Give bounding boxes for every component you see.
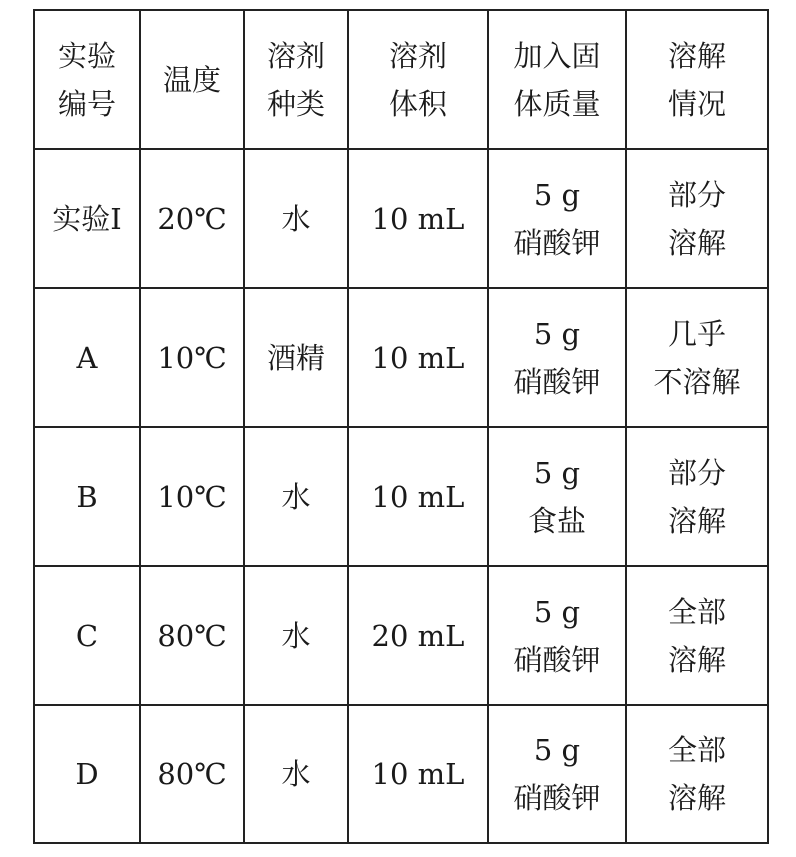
cell-temperature: 10℃ bbox=[140, 288, 244, 427]
cell-experiment-number: C bbox=[34, 566, 140, 705]
cell-dissolution: 全部 溶解 bbox=[626, 705, 768, 843]
cell-experiment-number: B bbox=[34, 427, 140, 566]
header-experiment-number: 实验 编号 bbox=[34, 10, 140, 149]
cell-solvent-volume: 10 mL bbox=[348, 149, 488, 288]
experiment-table bbox=[33, 9, 769, 844]
cell-dissolution: 全部 溶解 bbox=[626, 566, 768, 705]
cell-solvent-type: 水 bbox=[244, 705, 348, 843]
header-solid-mass: 加入固 体质量 bbox=[488, 10, 626, 149]
cell-temperature: 80℃ bbox=[140, 705, 244, 843]
header-dissolution: 溶解 情况 bbox=[626, 10, 768, 149]
cell-temperature: 20℃ bbox=[140, 149, 244, 288]
cell-solid-mass: 5 g 硝酸钾 bbox=[488, 288, 626, 427]
cell-solvent-type: 酒精 bbox=[244, 288, 348, 427]
cell-experiment-number: D bbox=[34, 705, 140, 843]
table-header-row bbox=[34, 10, 768, 149]
cell-solid-mass: 5 g 硝酸钾 bbox=[488, 149, 626, 288]
experiment-table-container bbox=[33, 9, 769, 844]
table-row bbox=[34, 566, 768, 705]
cell-solid-mass: 5 g 食盐 bbox=[488, 427, 626, 566]
cell-solvent-type: 水 bbox=[244, 566, 348, 705]
table-row bbox=[34, 705, 768, 843]
cell-temperature: 10℃ bbox=[140, 427, 244, 566]
cell-solvent-volume: 10 mL bbox=[348, 705, 488, 843]
header-solvent-volume: 溶剂 体积 bbox=[348, 10, 488, 149]
table-row bbox=[34, 149, 768, 288]
cell-solid-mass: 5 g 硝酸钾 bbox=[488, 566, 626, 705]
cell-dissolution: 部分 溶解 bbox=[626, 427, 768, 566]
cell-solvent-volume: 10 mL bbox=[348, 288, 488, 427]
cell-experiment-number: 实验Ⅰ bbox=[34, 149, 140, 288]
cell-temperature: 80℃ bbox=[140, 566, 244, 705]
table-row bbox=[34, 427, 768, 566]
cell-dissolution: 部分 溶解 bbox=[626, 149, 768, 288]
cell-solvent-type: 水 bbox=[244, 427, 348, 566]
header-solvent-type: 溶剂 种类 bbox=[244, 10, 348, 149]
cell-solvent-type: 水 bbox=[244, 149, 348, 288]
cell-solvent-volume: 20 mL bbox=[348, 566, 488, 705]
cell-solid-mass: 5 g 硝酸钾 bbox=[488, 705, 626, 843]
cell-experiment-number: A bbox=[34, 288, 140, 427]
table-row bbox=[34, 288, 768, 427]
header-temperature: 温度 bbox=[140, 10, 244, 149]
cell-solvent-volume: 10 mL bbox=[348, 427, 488, 566]
cell-dissolution: 几乎 不溶解 bbox=[626, 288, 768, 427]
